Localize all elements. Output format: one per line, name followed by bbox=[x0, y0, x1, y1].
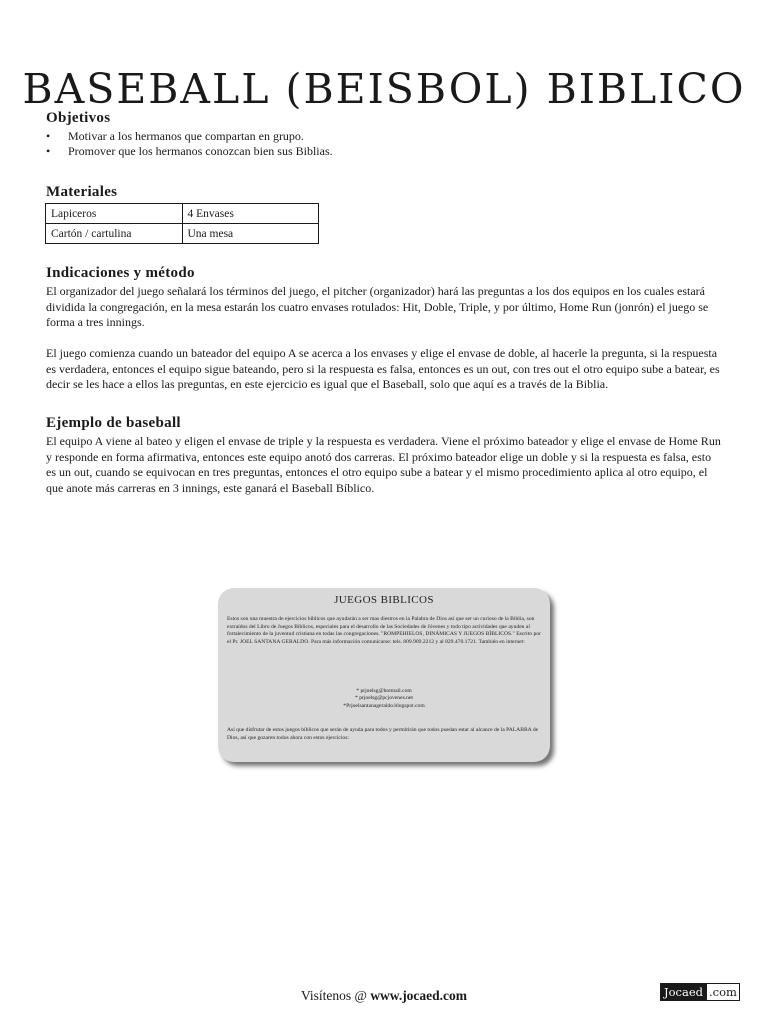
table-row bbox=[46, 224, 319, 244]
card-title: JUEGOS BIBLICOS bbox=[334, 594, 434, 606]
objetivos-heading: Objetivos bbox=[46, 110, 111, 126]
table-cell: 4 Envases bbox=[182, 204, 319, 224]
list-item: • Promover que los hermanos conozcan bien sus Biblias. bbox=[46, 144, 333, 159]
materiales-table bbox=[45, 203, 319, 244]
card-closing-text: Así que disfrutar de estos juegos bíblicos que serán de ayuda para todos y permitirán que todos puedan estar al alcance de la PALABRA de Dios, así que gozaren todos ahora con estos ejercicios: bbox=[227, 727, 539, 741]
logo-light-part: .com bbox=[707, 983, 740, 1001]
page-title: BASEBALL (BEISBOL) BIBLICO bbox=[22, 65, 746, 114]
contact-email-pcjovenes: * prjoelsg@pcjovenes.net bbox=[355, 695, 413, 702]
objetivos-list bbox=[46, 129, 333, 159]
footer bbox=[0, 988, 768, 1004]
contact-blog: *Prjoelsantanageraldo.blogspot.com bbox=[343, 702, 425, 709]
materiales-heading: Materiales bbox=[46, 184, 118, 200]
table-cell: Cartón / cartulina bbox=[46, 224, 183, 244]
ejemplo-paragraph: El equipo A viene al bateo y eligen el envase de triple y la respuesta es verdadera. Viene el próximo bateador y elige el envase de Home Run y responde en forma afirmativa, entonces este equipo anotó dos carreras. El próximo bateador elige un doble y si la respuesta es falsa, esto es un out, cuando se equivocan en tres preguntas, entonces el otro equipo sube a batear y el mismo procedimiento aplica al otro equipo, el que anote más carreras en 3 innings, este ganará el Baseball Bíblico. bbox=[46, 434, 721, 495]
indicaciones-paragraph-1: El organizador del juego señalará los términos del juego, el pitcher (organizador) hará las preguntas a los dos equipos en los cuales estará dividida la congregación, en la mesa estarán los cuatro envases rotulados: Hit, Doble, Triple, y por último, Home Run (jonrón) el juego se forma a tres innings. bbox=[46, 284, 709, 329]
contact-email-hotmail: * prjoelsg@hotmail.com bbox=[356, 688, 412, 694]
indicaciones-paragraph-2: El juego comienza cuando un bateador del equipo A se acerca a los envases y elige el envase de doble, al hacerle la pregunta, si la respuesta es verdadera, entonces el equipo sigue bateando, pero si la respuesta es falsa, entonces es un out, con tres out el otro equipo sube a batear, es decir se les hace a ellos las preguntas, en este ejercicio es igual que el Baseball, solo que aquí es a través de la Biblia. bbox=[46, 346, 720, 391]
ejemplo-heading: Ejemplo de baseball bbox=[46, 415, 181, 431]
table-cell: Lapiceros bbox=[46, 204, 183, 224]
logo-dark-part: Jocaed bbox=[660, 983, 707, 1001]
footer-url-link[interactable]: www.jocaed.com bbox=[370, 988, 468, 1003]
card-contacts bbox=[218, 688, 550, 710]
table-row bbox=[46, 204, 319, 224]
list-item: • Motivar a los hermanos que compartan en grupo. bbox=[46, 129, 333, 144]
juegos-biblicos-card bbox=[218, 588, 550, 762]
footer-prefix: Visítenos @ bbox=[300, 988, 371, 1003]
jocaed-logo bbox=[660, 983, 740, 1001]
card-intro-text: Estos son una muestra de ejercicios bíblicos que ayudarán a ser mas diestros en la Palabra de Dios así que ser un curioso de la Biblia, son extraídos del Libro de Juegos Bíblicos, especiales para el desarrollo de las Sociedades de Jóvenes y todo tipo actividades que ayuden al fortalecimiento de la juventud cristiana en todas las congregaciones. "ROMPEHIELOS, DINÁMICAS Y JUEGOS BÍBLICOS." Escrito por el Pr. JOEL SANTANA GERALDO. Para más información comunicarse: tels. 809.909.2212 y al 829.470.1721. También en internet: bbox=[227, 616, 541, 645]
table-cell: Una mesa bbox=[182, 224, 319, 244]
indicaciones-heading: Indicaciones y método bbox=[46, 265, 195, 281]
card-panel bbox=[218, 588, 550, 762]
